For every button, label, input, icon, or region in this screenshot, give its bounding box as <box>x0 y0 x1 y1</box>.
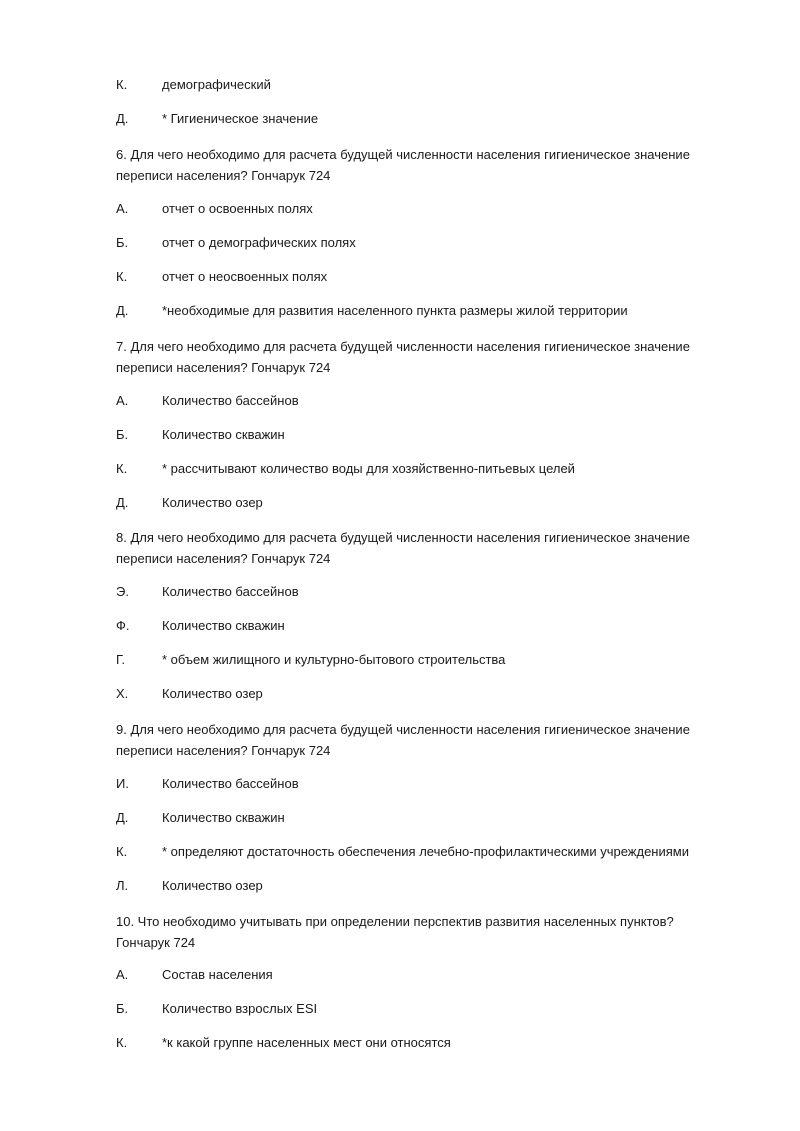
option-row <box>0 267 800 287</box>
option-row <box>0 109 800 129</box>
option-text: Количество бассейнов <box>162 776 299 791</box>
option-row <box>0 650 800 670</box>
option-text: Количество бассейнов <box>162 584 299 599</box>
option-letter: Б. <box>116 235 129 250</box>
option-letter: Г. <box>116 652 126 667</box>
option-text: *к какой группе населенных мест они относятся <box>162 1035 451 1050</box>
option-text: Количество взрослых ESI <box>162 1001 318 1016</box>
option-text: * Гигиеническое значение <box>162 111 319 126</box>
option-text: отчет о демографических полях <box>162 235 356 250</box>
option-text: * объем жилищного и культурно-бытового строительства <box>162 652 506 667</box>
option-letter: Л. <box>116 878 129 893</box>
option-row <box>0 301 800 321</box>
option-text: демографический <box>162 77 271 92</box>
option-text: Количество скважин <box>162 618 285 633</box>
option-letter: Э. <box>116 584 129 599</box>
option-text: Количество скважин <box>162 810 285 825</box>
option-letter: И. <box>116 776 129 791</box>
option-text: отчет о освоенных полях <box>162 201 313 216</box>
question-text: 8. Для чего необходимо для расчета будущей численности населения гигиеническое значение переписи населения? Гончарук 724 <box>116 530 690 566</box>
option-row <box>0 391 800 411</box>
option-row <box>0 616 800 636</box>
option-letter: Б. <box>116 1001 129 1016</box>
option-letter: К. <box>116 77 128 92</box>
option-text: отчет о неосвоенных полях <box>162 269 328 284</box>
option-row <box>0 493 800 513</box>
option-letter: А. <box>116 393 129 408</box>
option-letter: Ф. <box>116 618 130 633</box>
option-text: Количество скважин <box>162 427 285 442</box>
option-text: Состав населения <box>162 967 273 982</box>
option-letter: Х. <box>116 686 129 701</box>
option-text: * рассчитывают количество воды для хозяйственно-питьевых целей <box>162 461 575 476</box>
option-text: Количество озер <box>162 878 263 893</box>
option-row <box>0 842 800 862</box>
option-letter: Д. <box>116 111 129 126</box>
question-text: 6. Для чего необходимо для расчета будущей численности населения гигиеническое значение переписи населения? Гончарук 724 <box>116 147 690 183</box>
option-letter: Б. <box>116 427 129 442</box>
option-row <box>0 199 800 219</box>
option-letter: А. <box>116 201 129 216</box>
option-letter: Д. <box>116 303 129 318</box>
option-text: * определяют достаточность обеспечения лечебно-профилактическими учреждениями <box>162 844 689 859</box>
question-text: 10. Что необходимо учитывать при определении перспектив развития населенных пунктов? Гончарук 724 <box>116 914 674 950</box>
option-row <box>0 999 800 1019</box>
option-row <box>0 774 800 794</box>
option-letter: К. <box>116 1035 128 1050</box>
option-row <box>0 425 800 445</box>
option-row <box>0 75 800 95</box>
question-text: 9. Для чего необходимо для расчета будущей численности населения гигиеническое значение переписи населения? Гончарук 724 <box>116 722 690 758</box>
option-row <box>0 233 800 253</box>
option-row <box>0 684 800 704</box>
option-row <box>0 1033 800 1053</box>
option-row <box>0 459 800 479</box>
option-row <box>0 876 800 896</box>
question-text: 7. Для чего необходимо для расчета будущей численности населения гигиеническое значение переписи населения? Гончарук 724 <box>116 339 690 375</box>
option-text: Количество бассейнов <box>162 393 299 408</box>
option-letter: Д. <box>116 810 129 825</box>
option-text: Количество озер <box>162 686 263 701</box>
option-letter: К. <box>116 269 128 284</box>
option-letter: К. <box>116 461 128 476</box>
option-letter: К. <box>116 844 128 859</box>
option-text: Количество озер <box>162 495 263 510</box>
option-text: *необходимые для развития населенного пункта размеры жилой территории <box>162 303 628 318</box>
option-row <box>0 808 800 828</box>
option-letter: Д. <box>116 495 129 510</box>
option-row <box>0 582 800 602</box>
option-letter: А. <box>116 967 129 982</box>
option-row <box>0 965 800 985</box>
